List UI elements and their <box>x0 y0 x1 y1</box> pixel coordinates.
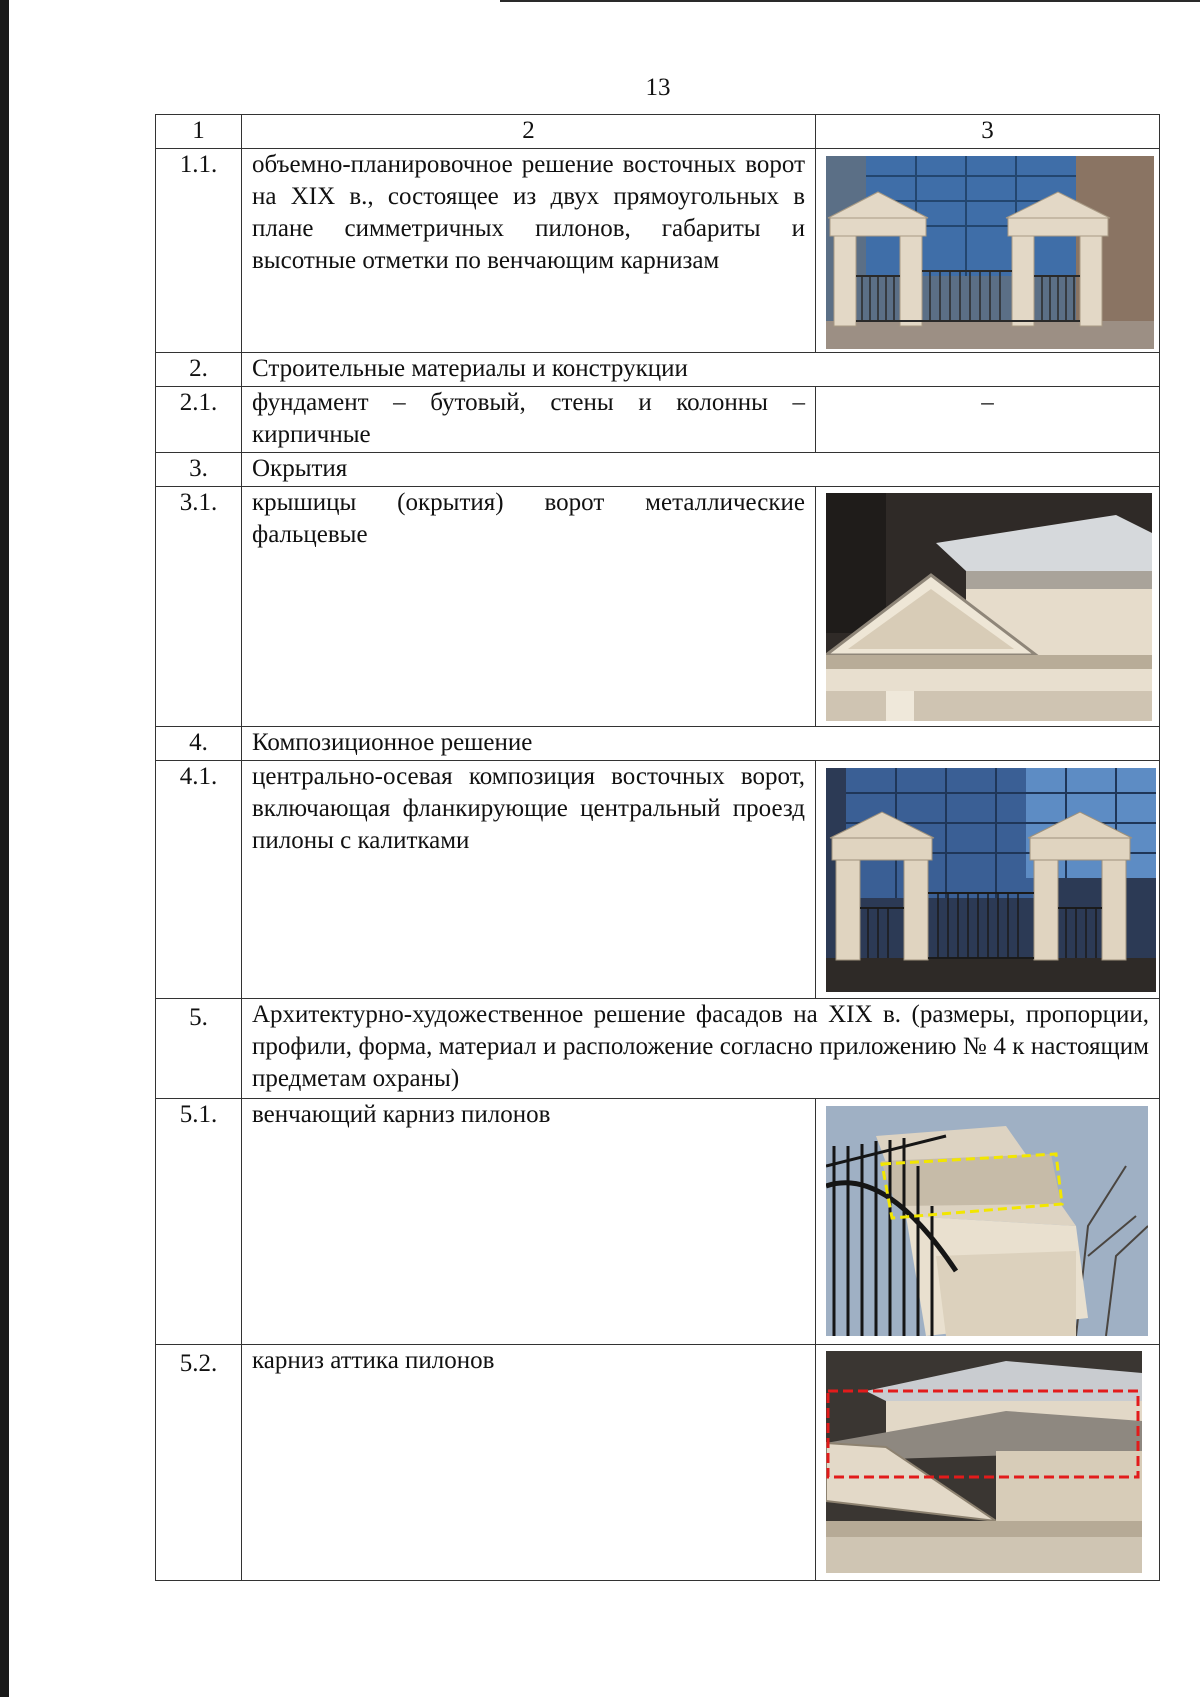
table-row <box>156 487 1160 727</box>
header-col-1: 1 <box>156 115 242 149</box>
table-header-row <box>156 115 1160 149</box>
section-row <box>156 453 1160 487</box>
section-row <box>156 727 1160 761</box>
photo-cell <box>816 761 1160 999</box>
page-number: 13 <box>645 74 671 101</box>
row-number: 5.1. <box>156 1099 242 1345</box>
axial-composition-photo <box>826 768 1156 992</box>
section-title: Окрытия <box>242 453 1160 487</box>
scan-edge-top <box>500 0 1200 2</box>
row-text: карниз аттика пилонов <box>242 1345 816 1581</box>
row-number: 5.2. <box>156 1345 242 1581</box>
scan-edge-left <box>0 0 9 1697</box>
table-row <box>156 761 1160 999</box>
photo-cell <box>816 149 1160 353</box>
row-number: 4.1. <box>156 761 242 999</box>
row-number: 5. <box>156 999 242 1099</box>
header-col-3: 3 <box>816 115 1160 149</box>
roof-cover-photo <box>826 493 1152 721</box>
table-row <box>156 387 1160 453</box>
row-text: фундамент – бутовый, стены и колонны – кирпичные <box>242 387 816 453</box>
photo-cell <box>816 1099 1160 1345</box>
attic-cornice-photo <box>826 1351 1142 1573</box>
row-number: 2.1. <box>156 387 242 453</box>
row-text: венчающий карниз пилонов <box>242 1099 816 1345</box>
dash-cell: – <box>816 387 1160 453</box>
row-text: центрально-осевая композиция восточных ворот, включающая фланкирующие центральный проезд пилоны с калитками <box>242 761 816 999</box>
protection-items-table <box>155 114 1160 1581</box>
table-row <box>156 149 1160 353</box>
table-row <box>156 1099 1160 1345</box>
crowning-cornice-photo <box>826 1106 1148 1336</box>
row-number: 1.1. <box>156 149 242 353</box>
section-title: Строительные материалы и конструкции <box>242 353 1160 387</box>
row-text: крышицы (окрытия) ворот металлические фальцевые <box>242 487 816 727</box>
photo-cell <box>816 1345 1160 1581</box>
photo-cell <box>816 487 1160 727</box>
header-col-2: 2 <box>242 115 816 149</box>
row-number: 3.1. <box>156 487 242 727</box>
section-row <box>156 999 1160 1099</box>
section-title: Архитектурно-художественное решение фасадов на XIX в. (размеры, пропорции, профили, форма, материал и расположение согласно приложению № 4 к настоящим предметам охраны) <box>242 999 1160 1099</box>
east-gate-photo <box>826 156 1154 349</box>
section-row <box>156 353 1160 387</box>
row-number: 4. <box>156 727 242 761</box>
row-text: объемно-планировочное решение восточных ворот на XIX в., состоящее из двух прямоугольных в плане симметричных пилонов, габариты и высотные отметки по венчающим карнизам <box>242 149 816 353</box>
row-number: 3. <box>156 453 242 487</box>
row-number: 2. <box>156 353 242 387</box>
section-title: Композиционное решение <box>242 727 1160 761</box>
table-row <box>156 1345 1160 1581</box>
